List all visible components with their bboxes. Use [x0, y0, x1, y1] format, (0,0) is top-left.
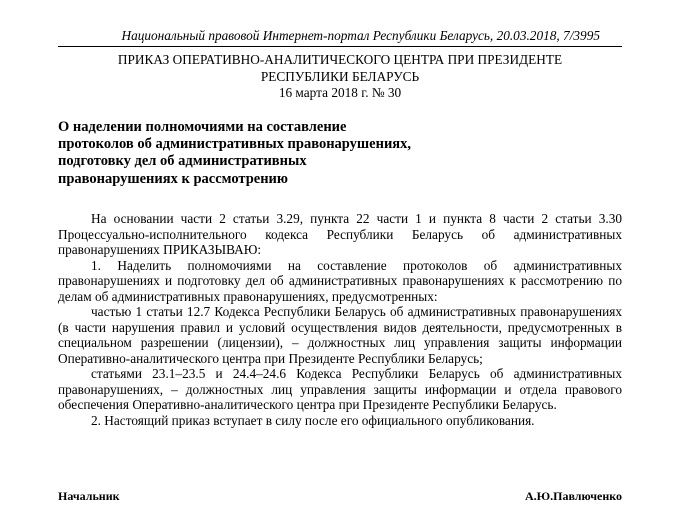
- subject-line-2: протоколов об административных правонарушениях,: [58, 136, 412, 153]
- paragraph-item-2: 2. Настоящий приказ вступает в силу после его официального опубликования.: [91, 412, 535, 428]
- document-subject: [58, 119, 498, 188]
- subject-line-1: О наделении полномочиями на составление: [58, 119, 347, 135]
- signatory-position: Начальник: [58, 489, 120, 503]
- title-line-1: ПРИКАЗ ОПЕРАТИВНО-АНАЛИТИЧЕСКОГО ЦЕНТРА ПРИ ПРЕЗИДЕНТЕ: [117, 52, 563, 67]
- paragraph-item-1: 1. Наделить полномочиями на составление протоколов об административных правонарушениях и подготовку дел об административных правонарушениях к рассмотрению по делам об административных правонарушениях, предусмотренных:: [58, 257, 622, 304]
- paragraph-subitem-1: частью 1 статьи 12.7 Кодекса Республики Беларусь об административных правонарушениях (в части нарушения правил и условий осуществления видов деятельности, предусмотренных в специальном разрешении (лицензии), – должностных лиц управления защиты информации Оперативно-аналитического центра при Президенте Республики Беларусь;: [58, 304, 622, 366]
- paragraph-preamble: На основании части 2 статьи 3.29, пункта 22 части 1 и пункта 8 части 2 статьи 3.30 Процессуально-исполнительного кодекса Республики Беларусь об административных правонарушениях ПРИКАЗЫВАЮ:: [58, 211, 622, 257]
- portal-header: Национальный правовой Интернет-портал Республики Беларусь, 20.03.2018, 7/3995: [121, 28, 600, 43]
- paragraph-subitem-2: статьями 23.1–23.5 и 24.4–24.6 Кодекса Республики Беларусь об административных правонарушениях, – должностных лиц управления защиты информации и отдела правового обеспечения Оперативно-аналитического центра при Президенте Республики Беларусь.: [58, 366, 622, 412]
- title-line-2: РЕСПУБЛИКИ БЕЛАРУСЬ: [260, 68, 420, 84]
- signatory-name: А.Ю.Павлюченко: [524, 489, 622, 503]
- document-body: [58, 211, 622, 428]
- date-number: 16 марта 2018 г. № 30: [278, 85, 402, 100]
- subject-line-4: правонарушениях к рассмотрению: [58, 170, 288, 187]
- subject-line-3: подготовку дел об административных: [58, 153, 307, 170]
- header-divider: [58, 46, 622, 47]
- document-title: [58, 52, 622, 102]
